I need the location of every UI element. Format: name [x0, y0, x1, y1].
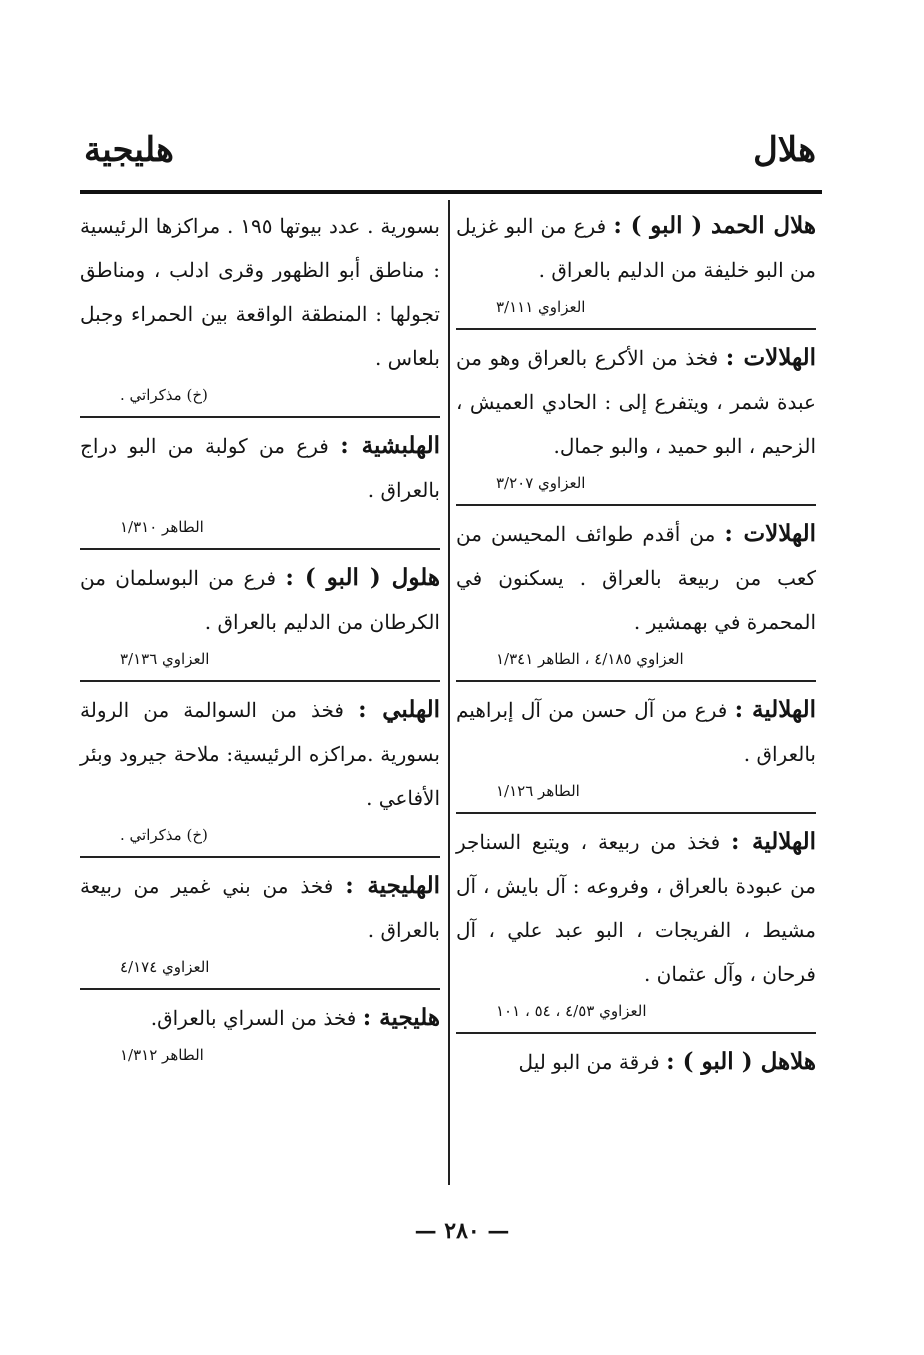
entry-headword: الهلبي :	[358, 696, 440, 723]
entry-headword: هلاهل ( البو ) :	[666, 1048, 816, 1075]
header-double-rule	[80, 190, 822, 194]
entry-reference: العزاوي ٣/١٣٦	[120, 650, 210, 668]
entry	[80, 990, 440, 1076]
entry	[456, 506, 816, 682]
entry-reference: العزاوي ٤/١٧٤	[120, 958, 210, 976]
entry	[80, 550, 440, 682]
header-entry-left: هليجية	[84, 130, 174, 170]
entry-headword: هلول ( البو ) :	[285, 564, 441, 591]
entry	[80, 682, 440, 858]
entry-description: فخذ من ربيعة ، ويتبع السناجر من عبودة بالعراق ، وفروعه : آل بايش ، آل مشيط ، الفريجات ، البو عبد علي ، آل فرحان ، وآل عثمان .	[456, 830, 816, 986]
entry	[80, 198, 440, 418]
entry	[80, 418, 440, 550]
entry-reference: العزاوي ٣/٢٠٧	[496, 474, 586, 492]
entry-headword: هليجية :	[362, 1004, 440, 1031]
entry-body	[456, 336, 816, 468]
entry-reference: الطاهر ١/٣١٠	[120, 518, 204, 536]
entry-body	[80, 688, 440, 820]
entry-description: بسورية . عدد بيوتها ١٩٥ . مراكزها الرئيسية : مناطق أبو الظهور وقرى ادلب ، ومناطق تجولها : المنطقة الواقعة بين الحمراء وجبل بلعاس .	[80, 214, 441, 370]
entry-body	[456, 204, 816, 292]
entry-body	[456, 512, 816, 644]
entry-body	[80, 864, 440, 952]
entry-description: فرقة من البو ليل	[518, 1050, 660, 1074]
entry-description: فرع من كولبة من البو دراج بالعراق .	[80, 434, 440, 502]
entry-reference: العزاوي ٣/١١١	[496, 298, 586, 316]
right-column	[456, 198, 816, 1090]
entry	[456, 198, 816, 330]
entry	[456, 682, 816, 814]
entry-headword: الهلبشية :	[340, 432, 441, 459]
entry	[80, 858, 440, 990]
page-number: — ٢٨٠ —	[414, 1218, 510, 1244]
column-divider	[448, 200, 450, 1185]
entry-description: فرع من آل حسن من آل إبراهيم بالعراق .	[456, 698, 816, 766]
entry-body	[80, 424, 440, 512]
entry-body	[456, 820, 816, 996]
entry-body	[80, 996, 440, 1040]
entry	[456, 1034, 816, 1090]
entry-description: فخذ من السوالمة من الرولة بسورية .مراكزه الرئيسية: ملاحة جيرود وبئر الأفاعي .	[80, 698, 440, 810]
header-entry-right: هلال	[753, 130, 816, 170]
entry-reference: العزاوي ٤/٥٣ ، ٥٤ ، ١٠١	[496, 1002, 647, 1020]
entry	[456, 814, 816, 1034]
entry-headword: الهلالات :	[725, 344, 817, 371]
entry-body	[456, 1040, 816, 1084]
entry-headword: الهلالات :	[724, 520, 816, 547]
entry-reference: الطاهر ١/٣١٢	[120, 1046, 204, 1064]
entry-headword: الهلالية :	[734, 696, 816, 723]
entry-reference: (خ) مذكراتي .	[120, 386, 208, 404]
entry-headword: الهلالية :	[731, 828, 816, 855]
left-column	[80, 198, 440, 1076]
entry-headword: هلال الحمد ( البو ) :	[613, 212, 816, 239]
entry-reference: (خ) مذكراتي .	[120, 826, 208, 844]
entry	[456, 330, 816, 506]
entry-body	[456, 688, 816, 776]
entry-headword: الهليجية :	[345, 872, 441, 899]
entry-description: فرع من البو غزيل من البو خليفة من الدليم بالعراق .	[456, 214, 816, 282]
entry-reference: العزاوي ٤/١٨٥ ، الطاهر ١/٣٤١	[496, 650, 684, 668]
entry-reference: الطاهر ١/١٢٦	[496, 782, 580, 800]
entry-description: فخذ من الأكرع بالعراق وهو من عبدة شمر ، ويتفرع إلى : الحادي العميش ، الزحيم ، البو حميد ، والبو جمال.	[456, 346, 816, 458]
entry-body	[80, 556, 440, 644]
entry-description: من أقدم طوائف المحيسن من كعب من ربيعة بالعراق . يسكنون في المحمرة في بهمشير .	[456, 522, 816, 634]
entry-description: فخذ من السراي بالعراق.	[150, 1006, 357, 1030]
entry-body	[80, 204, 440, 380]
entry-description: فرع من البوسلمان من الكرطان من الدليم بالعراق .	[80, 566, 440, 634]
entry-description: فخذ من بني غمير من ربيعة بالعراق .	[80, 874, 440, 942]
